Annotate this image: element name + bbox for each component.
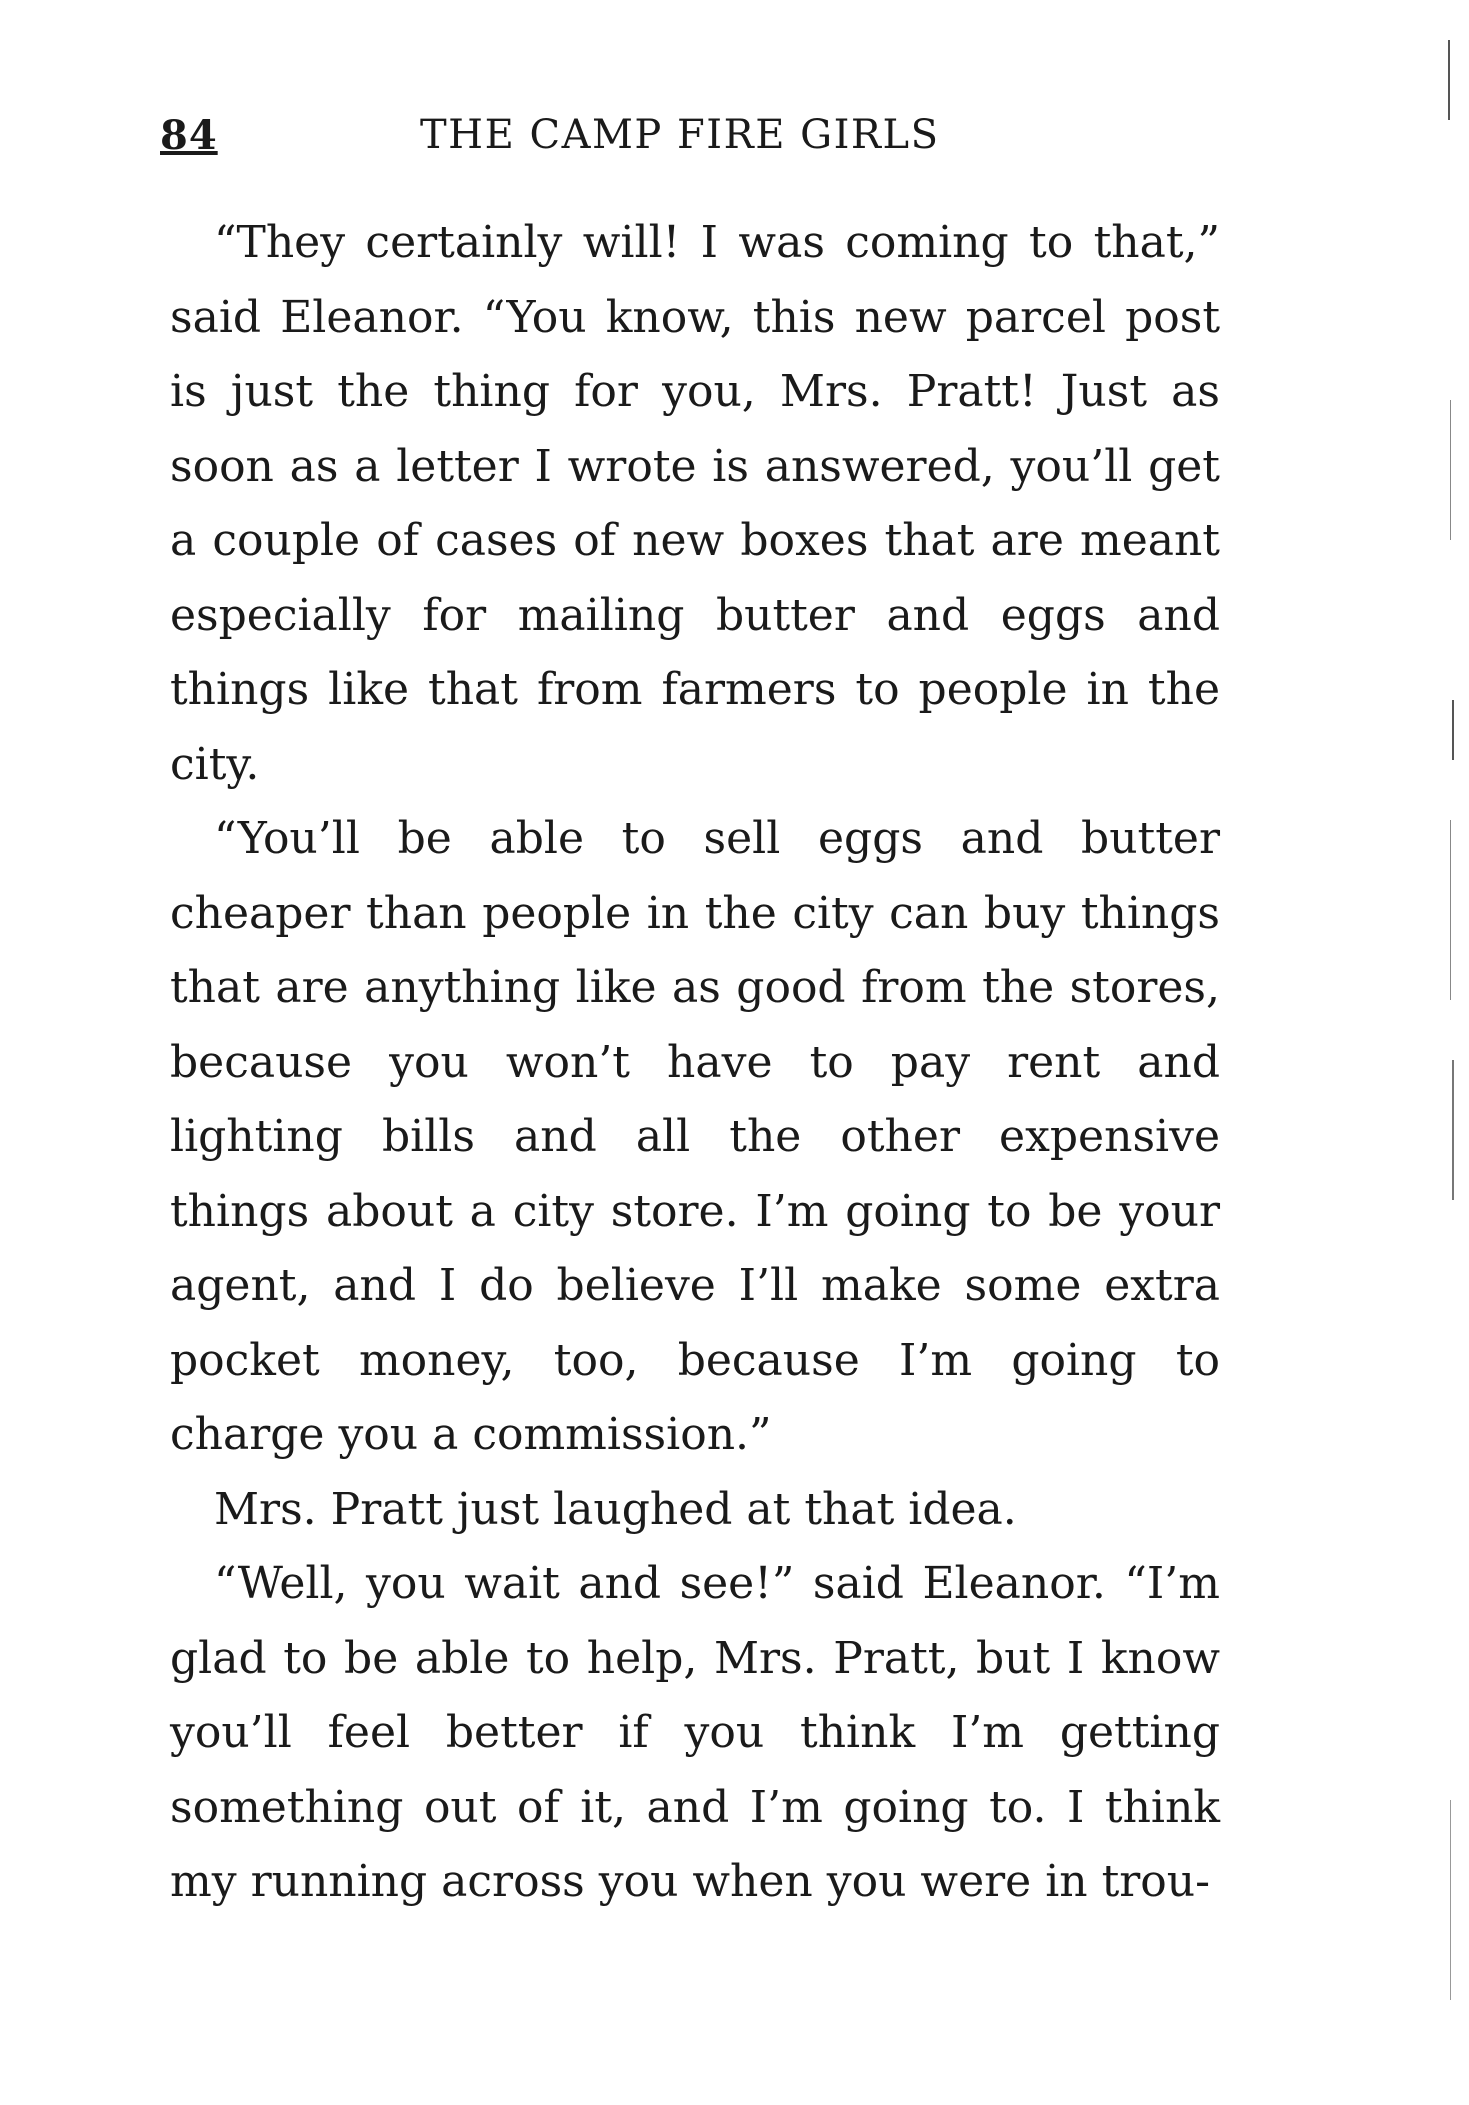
binding-mark (1450, 1800, 1451, 2000)
binding-mark (1450, 820, 1451, 1000)
body-text (170, 206, 1220, 1920)
binding-mark (1450, 400, 1451, 540)
binding-mark (1452, 1060, 1454, 1200)
binding-mark (1448, 40, 1450, 120)
paragraph-2: “You’ll be able to sell eggs and butter cheaper than people in the city can buy things that are anything like as good from the stores, because you won’t have to pay rent and lighting bills and all the other expensive things about a city store. I’m going to be your agent, and I do believe I’ll make some extra pocket money, too, because I’m going to charge you a commission.” (170, 813, 1220, 1460)
running-title: THE CAMP FIRE GIRLS (420, 112, 940, 158)
paragraph-3: Mrs. Pratt just laughed at that idea. (214, 1483, 1017, 1535)
page-number: 84 (160, 112, 218, 159)
binding-mark (1452, 700, 1454, 760)
paragraph-4: “Well, you wait and see!” said Eleanor. “I’m glad to be able to help, Mrs. Pratt, but I know you’ll feel better if you think I’m getting something out of it, and I’m going to. I think my running across you when you were in trou- (170, 1558, 1220, 1907)
paragraph-1: “They certainly will! I was coming to that,” said Eleanor. “You know, this new parcel post is just the thing for you, Mrs. Pratt! Just as soon as a letter I wrote is answered, you’ll get a couple of cases of new boxes that are meant especially for mailing butter and eggs and things like that from farmers to people in the city. (170, 217, 1220, 790)
page-header (160, 112, 1220, 172)
